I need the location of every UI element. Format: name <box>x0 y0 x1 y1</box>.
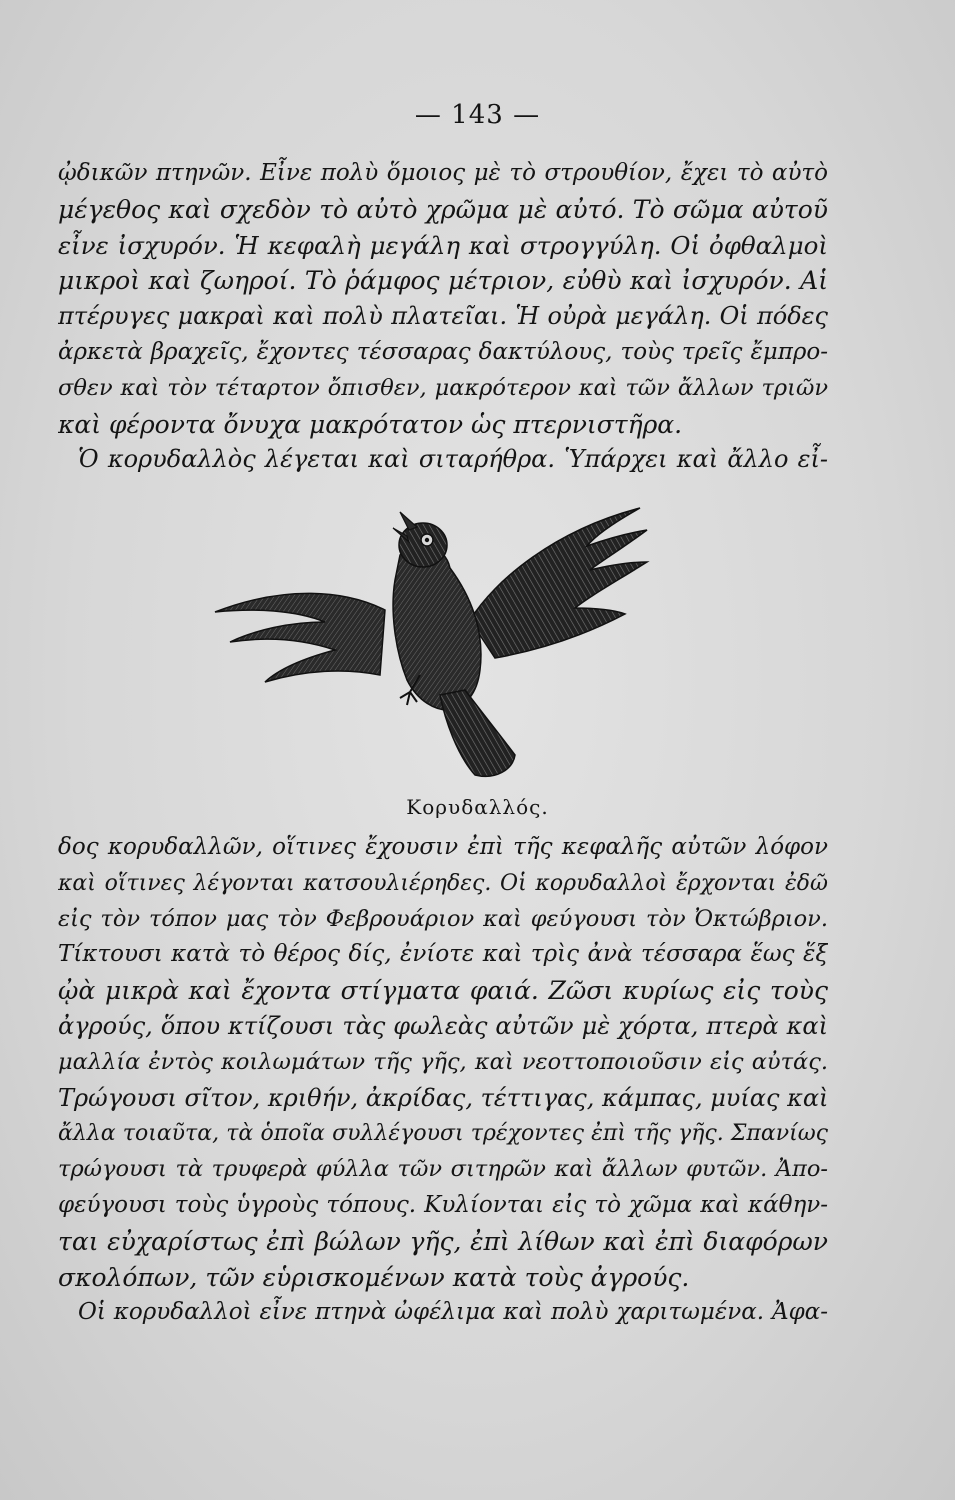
text-line: μικροὶ καὶ ζωηροί. Τὸ ῥάμφος μέτριον, εὐθὺ καὶ ἰσχυρόν. Αἱ <box>58 266 828 296</box>
text-line: μέγεθος καὶ σχεδὸν τὸ αὐτὸ χρῶμα μὲ αὐτό. Τὸ σῶμα αὐτοῦ <box>58 194 828 224</box>
bottom-paragraph <box>58 830 828 1331</box>
text-line: ἀρκετὰ βραχεῖς, ἔχοντες τέσσαρας δακτύλους, τοὺς τρεῖς ἔμπρο- <box>58 338 828 365</box>
text-line: καὶ οἵτινες λέγονται κατσουλιέρηδες. Οἱ κορυδαλλοὶ ἔρχονται ἐδῶ <box>58 870 828 896</box>
text-line: μαλλία ἐντὸς κοιλωμάτων τῆς γῆς, καὶ νεοττοποιοῦσιν εἰς αὐτάς. <box>58 1048 828 1075</box>
text-line: δος κορυδαλλῶν, οἵτινες ἔχουσιν ἐπὶ τῆς κεφαλῆς αὐτῶν λόφον <box>58 834 828 860</box>
right-wing <box>470 508 647 658</box>
lark-figure <box>195 500 695 790</box>
text-line: φεύγουσι τοὺς ὑγροὺς τόπους. Κυλίονται εἰς τὸ χῶμα καὶ κάθην- <box>58 1191 828 1218</box>
text-line: Τίκτουσι κατὰ τὸ θέρος δίς, ἐνίοτε καὶ τρὶς ἀνὰ τέσσαρα ἕως ἕξ <box>58 941 828 968</box>
text-line: εἰς τὸν τόπον μας τὸν Φεβρουάριον καὶ φεύγουσι τὸν Ὀκτώβριον. <box>58 905 828 932</box>
left-wing <box>215 593 385 682</box>
top-paragraph <box>58 156 828 478</box>
text-line: Ὁ κορυδαλλὸς λέγεται καὶ σιταρήθρα. Ὑπάρχει καὶ ἄλλο εἶ- <box>78 445 828 474</box>
text-line: ᾠὰ μικρὰ καὶ ἔχοντα στίγματα φαιά. Ζῶσι κυρίως εἰς τοὺς <box>58 976 828 1006</box>
bird-tail <box>440 690 515 776</box>
text-line: ἀγρούς, ὅπου κτίζουσι τὰς φωλεὰς αὐτῶν μὲ χόρτα, πτερὰ καὶ <box>58 1011 828 1040</box>
page-number: — 143 — <box>414 100 541 130</box>
text-line: Τρώγουσι σῖτον, κριθήν, ἀκρίδας, τέττιγας, κάμπας, μυίας καὶ <box>58 1083 828 1112</box>
text-line: ἄλλα τοιαῦτα, τὰ ὁποῖα συλλέγουσι τρέχοντες ἐπὶ τῆς γῆς. Σπανίως <box>58 1121 828 1147</box>
text-line: εἶνε ἰσχυρόν. Ἡ κεφαλὴ μεγάλη καὶ στρογγύλη. Οἱ ὀφθαλμοὶ <box>58 230 828 260</box>
text-line: ται εὐχαρίστως ἐπὶ βώλων γῆς, ἐπὶ λίθων καὶ ἐπὶ διαφόρων <box>58 1226 828 1256</box>
text-line: Οἱ κορυδαλλοὶ εἶνε πτηνὰ ὠφέλιμα καὶ πολὺ χαριτωμένα. Ἀφα- <box>78 1299 828 1326</box>
lark-engraving-icon <box>195 500 695 790</box>
bird-body <box>393 546 481 710</box>
text-line: τρώγουσι τὰ τρυφερὰ φύλλα τῶν σιτηρῶν καὶ ἄλλων φυτῶν. Ἀπο- <box>58 1156 828 1183</box>
text-line: ᾠδικῶν πτηνῶν. Εἶνε πολὺ ὅμοιος μὲ τὸ στρουθίον, ἔχει τὸ αὐτὸ <box>58 160 828 186</box>
text-line: πτέρυγες μακραὶ καὶ πολὺ πλατεῖαι. Ἡ οὐρὰ μεγάλη. Οἱ πόδες <box>58 302 828 331</box>
text-line: σθεν καὶ τὸν τέταρτον ὄπισθεν, μακρότερον καὶ τῶν ἄλλων τριῶν <box>58 374 828 401</box>
text-line: σκολόπων, τῶν εὑρισκομένων κατὰ τοὺς ἀγρούς. <box>58 1262 690 1292</box>
text-line: καὶ φέροντα ὄνυχα μακρότατον ὡς πτερνιστῆρα. <box>58 409 683 439</box>
bird-beak-upper <box>400 512 417 530</box>
figure-caption: Κορυδαλλός. <box>406 795 549 819</box>
